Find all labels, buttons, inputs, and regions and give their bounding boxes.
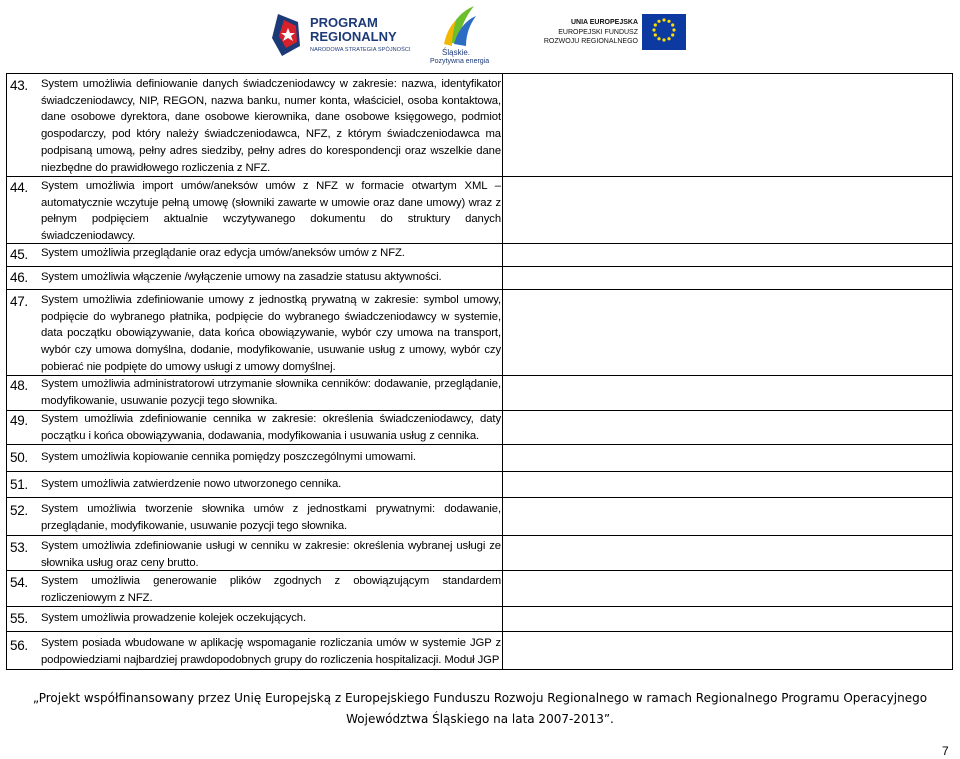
table-border-bottom xyxy=(6,669,953,670)
item-text: System posiada wbudowane w aplikację wspomaganie rozliczania umów w systemie JGP z podpowiedziami najbardziej prawdopodobnych grupy do rozliczenia hospitalizacji. Moduł JGP xyxy=(41,637,501,666)
footer-line2: Województwa Śląskiego na lata 2007-2013”. xyxy=(346,712,614,726)
header-logos xyxy=(0,0,960,72)
item-text: System umożliwia tworzenie słownika umów z jednostkami prywatnymi: dodawanie, przeglądanie, modyfikowanie, usuwanie pozycji tego słownika. xyxy=(41,503,501,532)
footer-note xyxy=(0,688,960,730)
item-text: System umożliwia definiowanie danych świadczeniodawcy w zakresie: nazwa, identyfikator świadczeniodawcy, NIP, REGON, nazwa banku, numer konta, właściciel, osoba kontaktowa, dane osobowe dyrektora, dane osobowe kierownika, dane osobowe księgowego, podmiot gospodarczy, pod który należy świadczeniodawca, NFZ, z którym świadczeniodawca ma podpisaną umową, pełny adres siedziby, pełny adres do korespondencji oraz wszelkie dane niezbędne do prawidłowego rozliczenia z NFZ. xyxy=(41,78,501,174)
program-logo-line2: REGIONALNY xyxy=(310,29,397,44)
row-divider xyxy=(6,73,953,74)
slaskie-emblem-icon xyxy=(440,4,480,48)
item-text: System umożliwia przeglądanie oraz edycja umów/aneksów umów z NFZ. xyxy=(41,247,405,259)
item-number: 43. xyxy=(10,78,28,93)
item-number: 53. xyxy=(10,540,28,555)
requirements-table xyxy=(6,73,953,670)
item-text: System umożliwia administratorowi utrzymanie słownika cenników: dodawanie, przeglądanie, modyfikowanie, usuwanie pozycji tego słownika. xyxy=(41,378,501,407)
item-number: 47. xyxy=(10,294,28,309)
program-logo-line3: NARODOWA STRATEGIA SPÓJNOŚCI xyxy=(310,47,411,53)
item-number: 56. xyxy=(10,638,28,653)
row-divider xyxy=(6,289,953,290)
item-number: 54. xyxy=(10,575,28,590)
item-text: System umożliwia zdefiniowanie cennika w zakresie: określenia świadczeniodawcy, daty początku i końca obowiązywania, dodawania, modyfikowania i usuwania usług z cennika. xyxy=(41,413,501,442)
row-divider xyxy=(6,535,953,536)
item-number: 44. xyxy=(10,180,28,195)
page-number: 7 xyxy=(942,744,949,758)
table-border-right xyxy=(952,73,953,670)
slaskie-logo-line2: Pozytywna energia xyxy=(430,58,490,65)
item-text: System umożliwia zatwierdzenie nowo utworzonego cennika. xyxy=(41,478,342,490)
item-number: 55. xyxy=(10,611,28,626)
item-number: 45. xyxy=(10,247,28,262)
item-text: System umożliwia zdefiniowanie usługi w cenniku w zakresie: określenia wybranej usługi ze słownika usług oraz ceny brutto. xyxy=(41,540,501,569)
item-text: System umożliwia zdefiniowanie umowy z jednostką prywatną w zakresie: symbol umowy, podpięcie do wybranego płatnika, podpięcie do wybranego świadczeniodawcy w systemie, data początku obowiązywanie, data końca obowiązywanie, wybór czy umowa na transport, wybór czy umowa domyślna, dodanie, modyfikowanie, usuwanie usług z umowy, wybór czy pobierać nie podpięte do umowy usługi z umowy domyślnej. xyxy=(41,294,501,373)
row-divider xyxy=(6,471,953,472)
row-divider xyxy=(6,631,953,632)
eu-logo-line2: EUROPEJSKI FUNDUSZ xyxy=(558,29,638,36)
program-logo-line1: PROGRAM xyxy=(310,15,378,30)
row-divider xyxy=(6,266,953,267)
eu-logo-line3: ROZWOJU REGIONALNEGO xyxy=(543,38,638,45)
table-border-left xyxy=(6,73,7,670)
item-number: 51. xyxy=(10,477,28,492)
eu-flag-icon xyxy=(642,14,686,50)
item-number: 50. xyxy=(10,450,28,465)
program-regionalny-logo xyxy=(270,8,420,64)
eu-logo xyxy=(520,14,670,54)
item-number: 48. xyxy=(10,378,28,393)
row-divider xyxy=(6,497,953,498)
item-text: System umożliwia generowanie plików zgodnych z obowiązującym standardem rozliczeniowym z NFZ. xyxy=(41,575,501,604)
item-text: System umożliwia import umów/aneksów umów z NFZ w formacie otwartym XML – automatycznie wczytuje pełną umowę (słowniki zawarte w umowie oraz dane umowy) wraz z pełnym podpięciem aktualnie wczytywanego dokumentu do struktury danych świadczeniodawcy. xyxy=(41,180,501,243)
table-column-divider xyxy=(502,73,503,670)
item-number: 46. xyxy=(10,270,28,285)
program-star-icon xyxy=(270,10,306,62)
item-number: 49. xyxy=(10,413,28,428)
eu-logo-line1: UNIA EUROPEJSKA xyxy=(570,19,638,26)
footer-line1: „Projekt współfinansowany przez Unię Europejską z Europejskiego Funduszu Rozwoju Regionalnego w ramach Regionalnego Programu Operacyjnego xyxy=(32,691,928,705)
item-number: 52. xyxy=(10,503,28,518)
slaskie-logo xyxy=(428,4,492,68)
slaskie-logo-line1: Śląskie. xyxy=(442,48,471,57)
item-text: System umożliwia włączenie /wyłączenie umowy na zasadzie statusu aktywności. xyxy=(41,271,442,283)
item-text: System umożliwia prowadzenie kolejek oczekujących. xyxy=(41,612,306,624)
item-text: System umożliwia kopiowanie cennika pomiędzy poszczególnymi umowami. xyxy=(41,451,416,463)
